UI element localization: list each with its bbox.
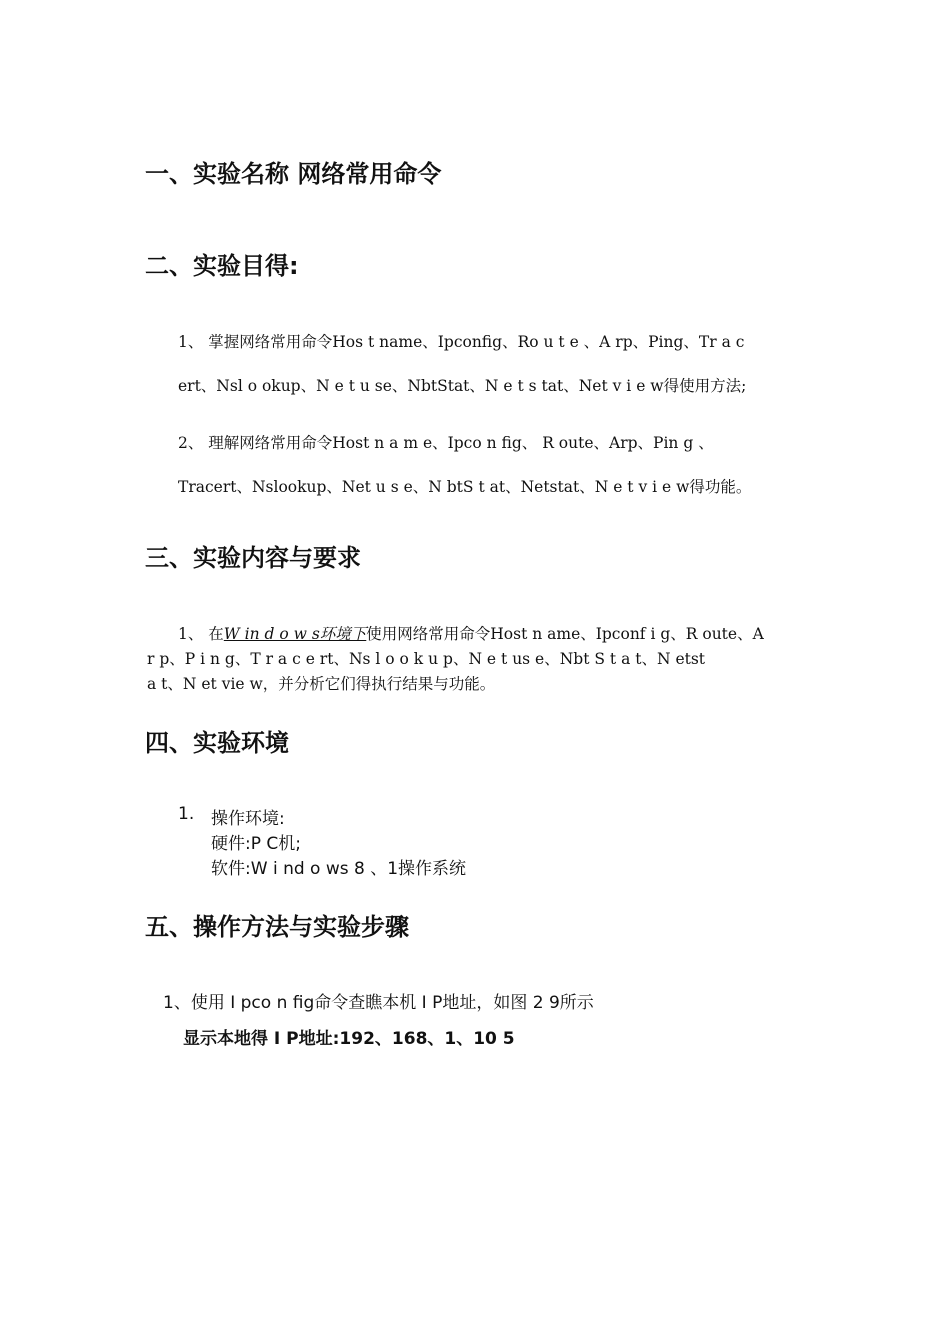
environment-line-1: 操作环境: (211, 809, 285, 829)
requirements-windows-underlined: W in d o w s环境下 (223, 625, 367, 643)
heading-environment: 四、实验环境 (145, 729, 289, 757)
requirements-line-3: a t、N et vie w，并分析它们得执行结果与功能。 (147, 675, 496, 693)
heading-method-steps: 五、操作方法与实验步骤 (145, 913, 409, 941)
steps-line-1: 1、使用 I pco n fig命令查瞧本机 I P地址，如图 2 9所示 (163, 993, 594, 1013)
steps-line-2: 显示本地得 I P地址:192、168、1、10 5 (183, 1029, 515, 1049)
requirements-line-1 (178, 622, 764, 644)
purpose-item-1-line-2: ert、Nsl o okup、N e t u se、NbtStat、N e t s tat、Net v i e w得使用方法; (178, 377, 747, 395)
heading-experiment-purpose: 二、实验目得: (145, 252, 299, 280)
requirements-prefix: 1、 在 (178, 625, 224, 643)
requirements-line-2: r p、P i n g、T r a c e rt、Ns l o o k u p、N e t us e、Nbt S t a t、N etst (147, 650, 706, 668)
purpose-item-2-line-1: 2、 理解网络常用命令Host n a m e、Ipco n fig、 R oute、Arp、Pin g 、 (178, 434, 714, 452)
requirements-rest: 使用网络常用命令Host n ame、Ipconf i g、R oute、A (366, 625, 764, 643)
heading-content-requirements: 三、实验内容与要求 (145, 544, 361, 572)
purpose-item-1-line-1: 1、 掌握网络常用命令Hos t name、Ipconfig、Ro u t e 、A rp、Ping、Tr a c (178, 333, 745, 351)
environment-software: 软件:W i nd o ws 8 、1操作系统 (211, 859, 467, 879)
purpose-item-2-line-2: Tracert、Nslookup、Net u s e、N btS t at、Netstat、N e t v i e w得功能。 (178, 478, 752, 496)
heading-experiment-name: 一、实验名称 网络常用命令 (145, 160, 442, 188)
environment-hardware: 硬件:P C机; (211, 834, 301, 854)
environment-number: 1. (178, 804, 195, 824)
